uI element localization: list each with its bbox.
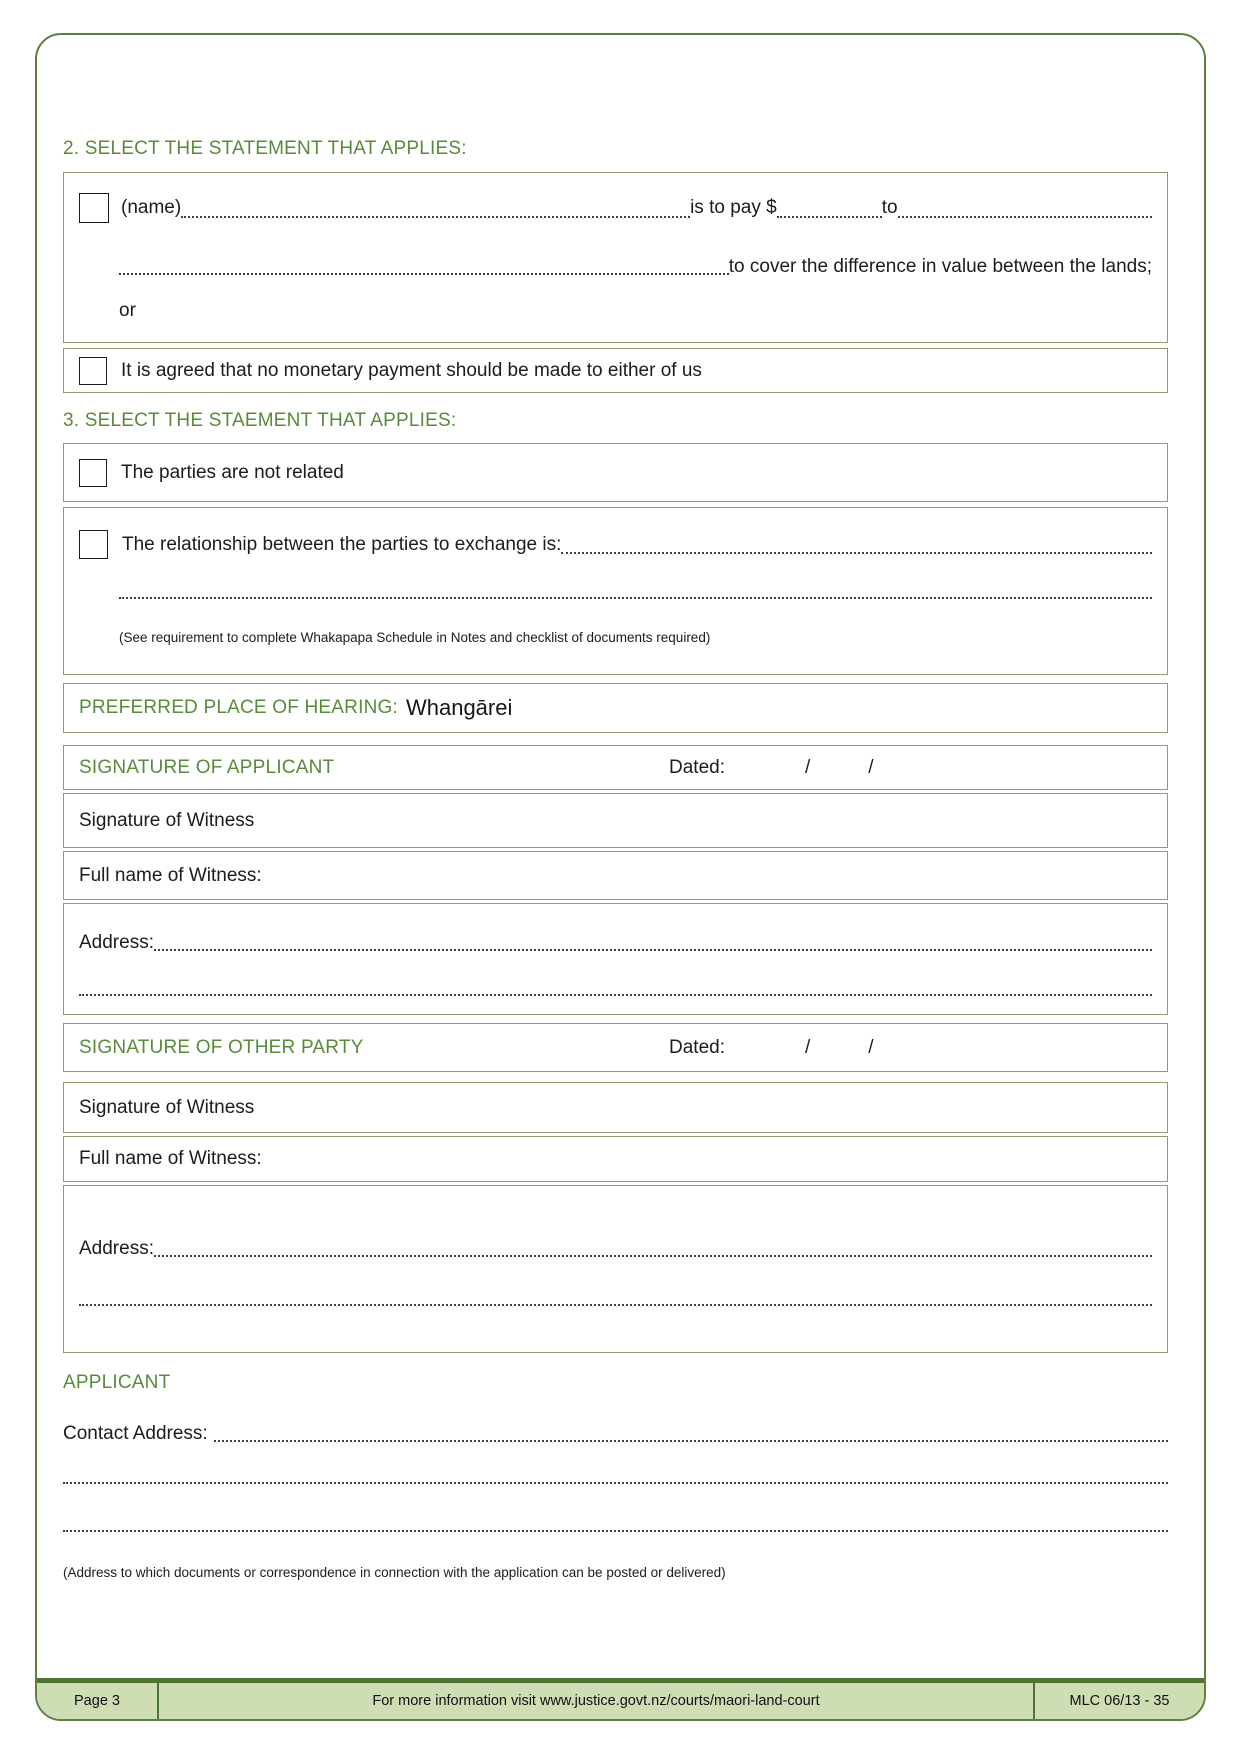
contact-address-line-2[interactable]	[63, 1482, 1168, 1484]
payee-field[interactable]	[898, 199, 1152, 218]
contact-address-note: (Address to which documents or correspondence in connection with the application can be posted or delivered)	[63, 1565, 726, 1580]
footer-form-code: MLC 06/13 - 35	[1069, 1693, 1170, 1709]
contact-address-field[interactable]	[214, 1423, 1168, 1442]
no-payment-checkbox[interactable]	[79, 357, 107, 385]
applicant-witness-signature-label: Signature of Witness	[79, 809, 255, 831]
section2-option-payment	[63, 172, 1168, 343]
preferred-hearing-box	[63, 683, 1168, 733]
applicant-heading: APPLICANT	[63, 1372, 171, 1393]
or-label: or	[119, 300, 136, 321]
contact-address-row	[63, 1422, 1168, 1446]
other-party-witness-fullname-label: Full name of Witness:	[79, 1148, 262, 1169]
applicant-witness-address-box	[63, 903, 1168, 1015]
pay-label: is to pay $	[690, 197, 777, 218]
signature-applicant-title: SIGNATURE OF APPLICANT	[79, 756, 335, 778]
not-related-checkbox[interactable]	[79, 459, 107, 487]
contact-address-line-3[interactable]	[63, 1530, 1168, 1532]
relationship-checkbox[interactable]	[79, 530, 108, 559]
hearing-value: Whangārei	[405, 695, 513, 720]
not-related-label: The parties are not related	[121, 461, 344, 483]
applicant-address-line-1	[79, 931, 1152, 955]
applicant-address-field[interactable]	[154, 932, 1152, 951]
other-party-witness-fullname-row[interactable]	[63, 1136, 1168, 1182]
payment-line-2	[119, 255, 1152, 279]
difference-text: to cover the difference in value between the lands;	[728, 256, 1152, 277]
other-party-date-slash-1: /	[804, 1036, 811, 1058]
other-party-witness-signature-label: Signature of Witness	[79, 1096, 255, 1118]
relationship-label: The relationship between the parties to exchange is:	[122, 534, 562, 555]
signature-other-party-header	[63, 1023, 1168, 1072]
payee-field-continued[interactable]	[119, 256, 729, 275]
payment-line-1	[79, 193, 1152, 223]
footer-page-number: Page 3	[74, 1693, 120, 1709]
applicant-witness-signature-row[interactable]	[63, 793, 1168, 848]
to-label: to	[881, 197, 898, 218]
other-party-witness-signature-row[interactable]	[63, 1082, 1168, 1133]
applicant-witness-fullname-label: Full name of Witness:	[79, 864, 262, 886]
applicant-witness-fullname-row[interactable]	[63, 851, 1168, 900]
section2-heading: 2. SELECT THE STATEMENT THAT APPLIES:	[63, 138, 467, 159]
section3-option-relationship	[63, 507, 1168, 675]
relationship-line	[79, 530, 1152, 559]
other-party-witness-address-box	[63, 1185, 1168, 1353]
page-footer	[37, 1678, 1204, 1719]
applicant-address-label: Address:	[79, 932, 154, 953]
other-party-address-line-2[interactable]	[79, 1304, 1152, 1306]
signature-other-party-title: SIGNATURE OF OTHER PARTY	[79, 1036, 364, 1058]
section3-heading: 3. SELECT THE STAEMENT THAT APPLIES:	[63, 410, 457, 431]
other-party-address-label: Address:	[79, 1238, 154, 1259]
name-field[interactable]	[181, 199, 690, 218]
other-party-date-slash-2: /	[868, 1036, 874, 1058]
payment-checkbox[interactable]	[79, 193, 109, 223]
applicant-dated-row[interactable]	[669, 757, 1152, 779]
other-party-dated-row[interactable]	[669, 1037, 1152, 1059]
other-party-address-field[interactable]	[154, 1238, 1152, 1257]
section3-option-not-related	[63, 443, 1168, 502]
applicant-dated-label: Dated:	[669, 756, 725, 778]
amount-field[interactable]	[777, 199, 882, 218]
name-label: (name)	[121, 197, 182, 218]
signature-applicant-header	[63, 745, 1168, 790]
relationship-field-line2[interactable]	[119, 597, 1152, 599]
applicant-date-slash-2: /	[868, 756, 874, 778]
hearing-label: PREFERRED PLACE OF HEARING:	[79, 697, 398, 718]
whakapapa-note: (See requirement to complete Whakapapa Schedule in Notes and checklist of documents required)	[119, 630, 711, 645]
relationship-field[interactable]	[561, 535, 1152, 554]
section2-option-no-payment	[63, 348, 1168, 393]
other-party-dated-label: Dated:	[669, 1036, 725, 1058]
form-content	[63, 33, 1168, 1581]
other-party-address-line-1	[79, 1237, 1152, 1261]
applicant-address-line-2[interactable]	[79, 994, 1152, 996]
footer-info-text: For more information visit www.justice.govt.nz/courts/maori-land-court	[157, 1683, 1035, 1719]
applicant-date-slash-1: /	[804, 756, 811, 778]
no-payment-label: It is agreed that no monetary payment should be made to either of us	[121, 359, 702, 381]
contact-address-label: Contact Address:	[63, 1423, 208, 1444]
